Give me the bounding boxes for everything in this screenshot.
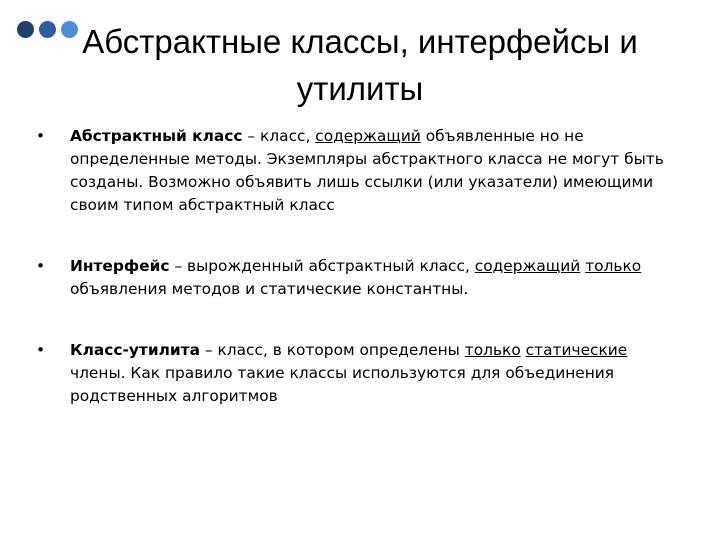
term-label: Интерфейс — [70, 257, 170, 275]
bullet-utility-class — [36, 339, 686, 408]
underlined-word: статические — [525, 341, 628, 359]
underlined-word: содержащий — [315, 127, 421, 145]
bullet-interface — [36, 255, 686, 301]
bullet-marker: • — [36, 341, 46, 359]
underlined-word: содержащий — [474, 257, 581, 275]
dot-icon — [17, 21, 34, 38]
bullet-marker: • — [36, 127, 46, 145]
slide-title: Абстрактные классы, интерфейсы и утилиты — [82, 23, 638, 107]
definition-text: члены. Как правило такие классы используются для объединения родственных алгоритмов — [70, 364, 615, 405]
definition-text: объявленные но не определенные методы. Экземпляры абстрактного класса не могут быть созданы. Возможно объявить лишь ссылки (или указатели) имеющими своим типом абстрактный класс — [70, 127, 664, 214]
definition-text: вырожденный абстрактный класс, — [187, 257, 475, 275]
term-dash: – — [242, 127, 260, 145]
bullet-abstract-class — [36, 125, 686, 217]
definition-text: класс, — [260, 127, 316, 145]
underlined-word: только — [464, 341, 521, 359]
term-dash: – — [169, 257, 187, 275]
definition-text: класс, в котором определены — [217, 341, 465, 359]
term-label: Абстрактный класс — [70, 127, 243, 145]
underlined-word: только — [585, 257, 642, 275]
bullet-marker: • — [36, 257, 46, 275]
term-dash: – — [199, 341, 218, 359]
term-label: Класс-утилита — [70, 341, 200, 359]
bullet-list — [36, 125, 686, 446]
definition-text: объявления методов и статические константны. — [70, 280, 469, 298]
